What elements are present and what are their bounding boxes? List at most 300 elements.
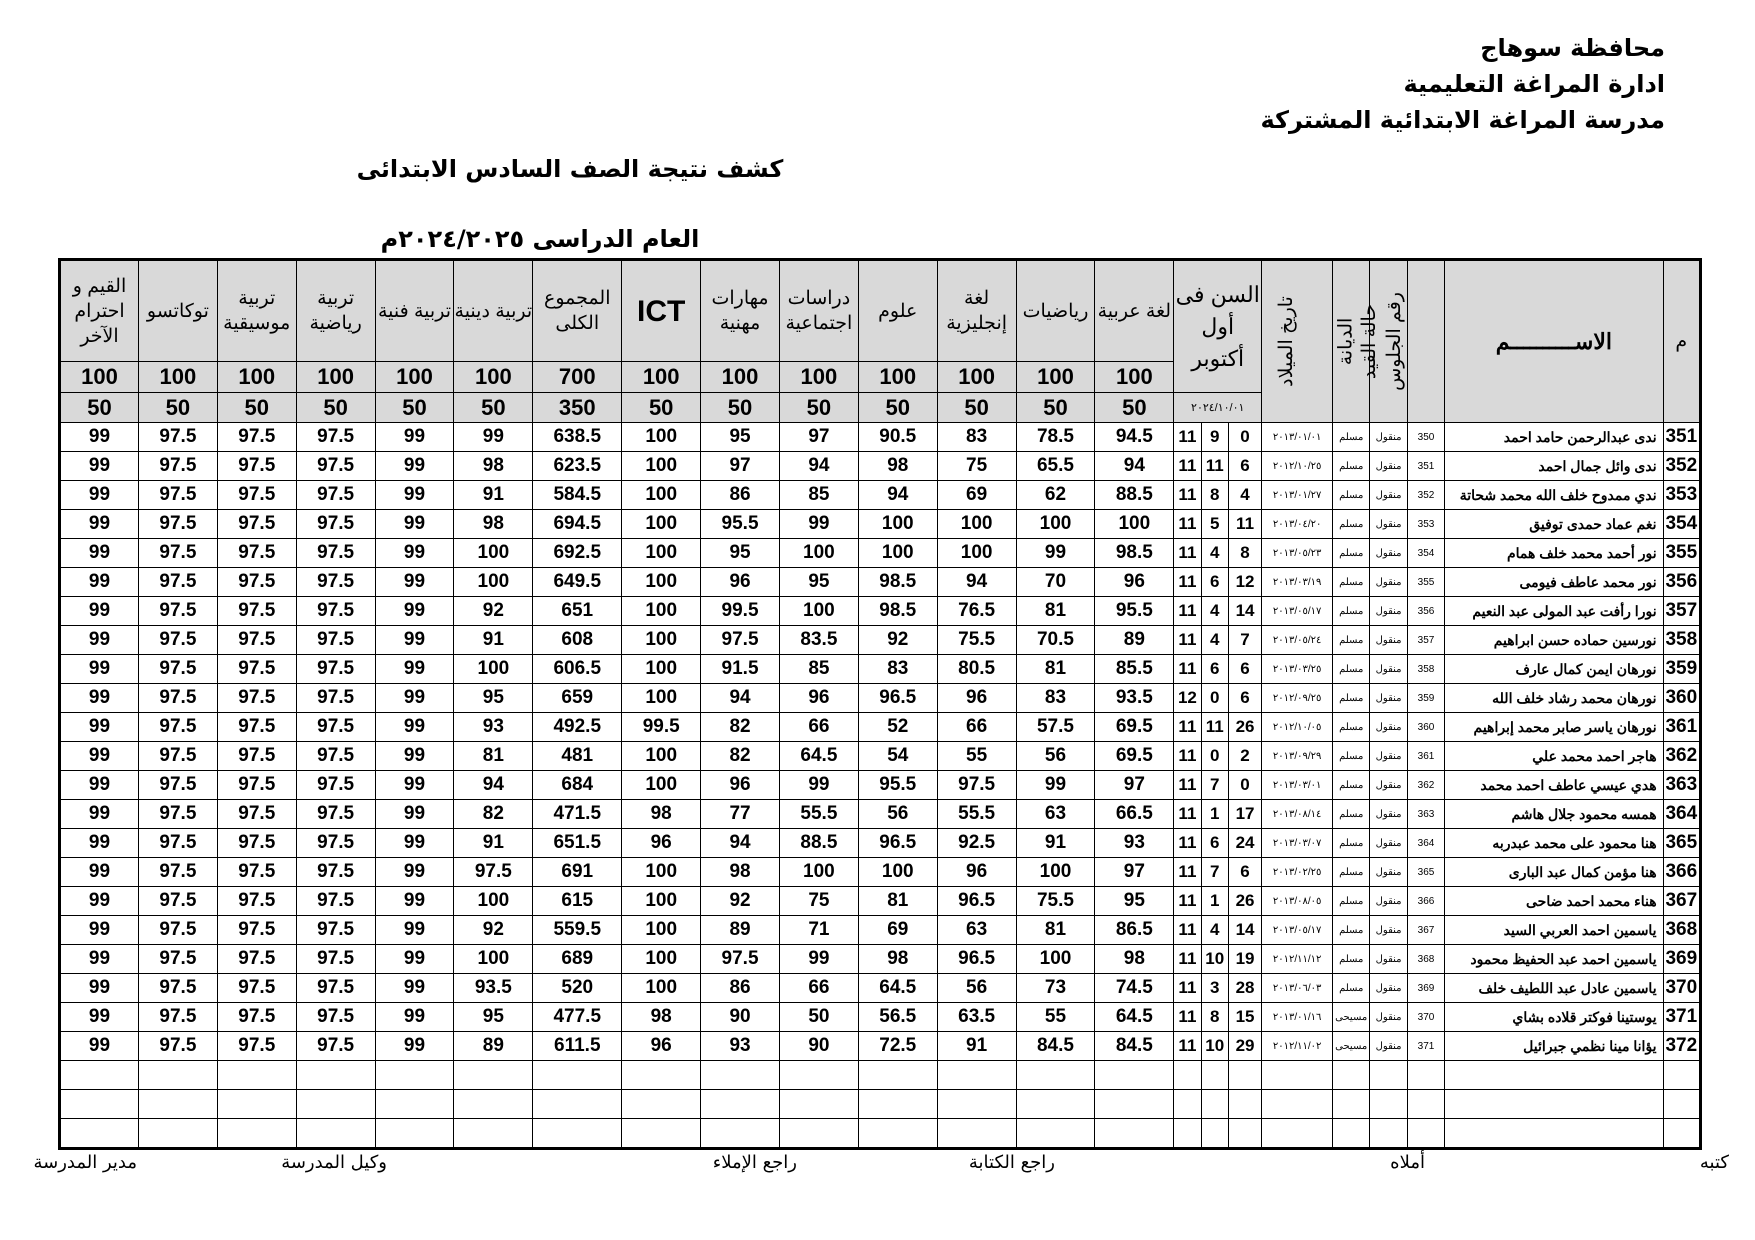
grade-cell: 94	[701, 684, 780, 713]
empty-cell	[296, 1090, 375, 1119]
table-row	[60, 655, 1701, 684]
grade-cell: 99	[60, 597, 139, 626]
age-years: 11	[1174, 539, 1201, 568]
empty-cell	[217, 1061, 296, 1090]
grade-cell: 81	[1016, 655, 1095, 684]
empty-cell	[1016, 1119, 1095, 1149]
birth-date: ٢٠١٣/٠٨/٠٥	[1262, 887, 1333, 916]
grade-cell: 99	[60, 626, 139, 655]
grade-cell: 99.5	[701, 597, 780, 626]
grade-cell: 97.5	[296, 568, 375, 597]
grade-cell: 97.5	[296, 597, 375, 626]
student-name: نورهان محمد رشاد خلف الله	[1445, 684, 1663, 713]
age-days: 28	[1228, 974, 1261, 1003]
seat-number: 368	[1407, 945, 1444, 974]
student-name: يؤانا مينا نظمي جبرائيل	[1445, 1032, 1663, 1061]
max-mark: 100	[1095, 362, 1174, 393]
min-mark: 50	[1016, 393, 1095, 423]
student-name: ياسمين عادل عبد اللطيف خلف	[1445, 974, 1663, 1003]
grade-cell: 97.5	[138, 858, 217, 887]
grade-cell: 97	[701, 452, 780, 481]
grade-cell: 100	[622, 974, 701, 1003]
grade-cell: 91.5	[701, 655, 780, 684]
grade-cell: 97.5	[217, 742, 296, 771]
empty-cell	[1332, 1119, 1369, 1149]
seat-number: 363	[1407, 800, 1444, 829]
max-mark: 100	[375, 362, 454, 393]
age-days: 14	[1228, 597, 1261, 626]
grade-cell: 56	[858, 800, 937, 829]
empty-cell	[138, 1090, 217, 1119]
age-days: 11	[1228, 510, 1261, 539]
grade-cell: 90	[779, 1032, 858, 1061]
age-months: 6	[1201, 655, 1228, 684]
grade-cell: 99	[60, 916, 139, 945]
grade-cell: 98.5	[858, 597, 937, 626]
grade-cell: 63	[1016, 800, 1095, 829]
grade-cell: 100	[1095, 510, 1174, 539]
grade-cell: 97.5	[138, 742, 217, 771]
age-months: 8	[1201, 1003, 1228, 1032]
grade-cell: 90.5	[858, 423, 937, 452]
student-name: نور محمد عاطف فيومى	[1445, 568, 1663, 597]
grade-cell: 97.5	[138, 626, 217, 655]
grade-cell: 97.5	[217, 423, 296, 452]
grade-cell: 100	[858, 539, 937, 568]
grade-cell: 100	[454, 655, 533, 684]
grade-cell: 97.5	[217, 916, 296, 945]
enrollment-status: منقول	[1370, 684, 1407, 713]
age-days: 19	[1228, 945, 1261, 974]
empty-cell	[1445, 1119, 1663, 1149]
grade-cell: 85.5	[1095, 655, 1174, 684]
min-mark: 50	[454, 393, 533, 423]
age-days: 26	[1228, 713, 1261, 742]
empty-cell	[622, 1119, 701, 1149]
grade-cell: 97.5	[296, 423, 375, 452]
grade-cell: 97.5	[217, 655, 296, 684]
student-name: نور أحمد محمد خلف همام	[1445, 539, 1663, 568]
grade-cell: 99	[60, 423, 139, 452]
enrollment-status: منقول	[1370, 974, 1407, 1003]
enrollment-status: منقول	[1370, 887, 1407, 916]
grade-cell: 99	[375, 945, 454, 974]
empty-cell	[533, 1090, 622, 1119]
age-days: 29	[1228, 1032, 1261, 1061]
grade-cell: 96	[779, 684, 858, 713]
table-row	[60, 626, 1701, 655]
grade-cell: 97.5	[296, 916, 375, 945]
student-name: هنا مؤمن كمال عبد البارى	[1445, 858, 1663, 887]
grade-cell: 99	[60, 858, 139, 887]
grade-cell: 66	[779, 713, 858, 742]
grade-cell: 97.5	[296, 771, 375, 800]
grade-cell: 80.5	[937, 655, 1016, 684]
grade-cell: 99	[375, 452, 454, 481]
empty-cell	[1095, 1061, 1174, 1090]
table-row	[60, 771, 1701, 800]
seat-number: 362	[1407, 771, 1444, 800]
age-months: 11	[1201, 713, 1228, 742]
religion: مسلم	[1332, 510, 1369, 539]
grade-cell: 98	[1095, 945, 1174, 974]
empty-cell	[60, 1061, 139, 1090]
col-skills: مهارات مهنية	[701, 260, 780, 362]
grade-cell: 97.5	[296, 452, 375, 481]
seat-number: 371	[1407, 1032, 1444, 1061]
grade-cell: 100	[622, 742, 701, 771]
results-table	[58, 258, 1702, 1150]
enrollment-status: منقول	[1370, 568, 1407, 597]
max-mark: 100	[858, 362, 937, 393]
max-mark: 100	[779, 362, 858, 393]
min-mark: 50	[937, 393, 1016, 423]
footer-deputy: وكيل المدرسة	[281, 1152, 387, 1173]
seat-number: 359	[1407, 684, 1444, 713]
table-row	[60, 597, 1701, 626]
age-years: 11	[1174, 423, 1201, 452]
empty-cell	[701, 1090, 780, 1119]
enrollment-status: منقول	[1370, 539, 1407, 568]
grade-cell: 92	[858, 626, 937, 655]
grade-cell: 93	[701, 1032, 780, 1061]
grade-cell: 83	[1016, 684, 1095, 713]
religion: مسلم	[1332, 887, 1369, 916]
enrollment-status: منقول	[1370, 481, 1407, 510]
empty-cell	[858, 1061, 937, 1090]
grade-cell: 93.5	[1095, 684, 1174, 713]
grade-cell: 99	[375, 974, 454, 1003]
school-header	[1260, 30, 1665, 138]
empty-cell	[1228, 1090, 1261, 1119]
grade-cell: 96	[701, 771, 780, 800]
enrollment-status: منقول	[1370, 858, 1407, 887]
min-mark: 50	[779, 393, 858, 423]
table-row	[60, 742, 1701, 771]
grade-cell: 97.5	[296, 742, 375, 771]
enrollment-status: منقول	[1370, 423, 1407, 452]
col-science: علوم	[858, 260, 937, 362]
grade-cell: 97.5	[138, 1003, 217, 1032]
row-number: 358	[1663, 626, 1700, 655]
birth-date: ٢٠١٣/٠٣/١٩	[1262, 568, 1333, 597]
row-number: 371	[1663, 1003, 1700, 1032]
grade-cell: 559.5	[533, 916, 622, 945]
row-number: 369	[1663, 945, 1700, 974]
grade-cell: 99	[60, 713, 139, 742]
row-number: 364	[1663, 800, 1700, 829]
grade-cell: 100	[454, 539, 533, 568]
table-row	[60, 887, 1701, 916]
grade-cell: 691	[533, 858, 622, 887]
grade-cell: 99	[375, 916, 454, 945]
empty-cell	[1663, 1061, 1700, 1090]
birth-date: ٢٠١٣/٠٥/١٧	[1262, 597, 1333, 626]
age-months: 7	[1201, 771, 1228, 800]
enrollment-status: منقول	[1370, 829, 1407, 858]
grade-cell: 95	[1095, 887, 1174, 916]
row-number: 356	[1663, 568, 1700, 597]
grade-cell: 97.5	[138, 568, 217, 597]
empty-cell	[1445, 1061, 1663, 1090]
grade-cell: 100	[622, 481, 701, 510]
birth-date: ٢٠١٢/٠٩/٢٥	[1262, 684, 1333, 713]
grade-cell: 584.5	[533, 481, 622, 510]
enrollment-status: منقول	[1370, 626, 1407, 655]
age-years: 11	[1174, 974, 1201, 1003]
grade-cell: 694.5	[533, 510, 622, 539]
religion: مسلم	[1332, 771, 1369, 800]
student-rows	[60, 423, 1701, 1149]
empty-cell	[375, 1090, 454, 1119]
empty-cell	[937, 1090, 1016, 1119]
grade-cell: 83	[858, 655, 937, 684]
birth-date: ٢٠١٢/١١/٠٢	[1262, 1032, 1333, 1061]
empty-cell	[701, 1119, 780, 1149]
grade-cell: 638.5	[533, 423, 622, 452]
birth-date: ٢٠١٣/٠٥/٢٤	[1262, 626, 1333, 655]
grade-cell: 99	[779, 945, 858, 974]
table-row	[60, 800, 1701, 829]
grade-cell: 64.5	[779, 742, 858, 771]
age-years: 12	[1174, 684, 1201, 713]
max-mark: 700	[533, 362, 622, 393]
grade-cell: 100	[1016, 858, 1095, 887]
age-years: 11	[1174, 655, 1201, 684]
col-name: الاســــــــــم	[1445, 260, 1663, 423]
empty-cell	[858, 1119, 937, 1149]
birth-date: ٢٠١٣/٠١/٢٧	[1262, 481, 1333, 510]
seat-number: 357	[1407, 626, 1444, 655]
grade-cell: 94	[858, 481, 937, 510]
age-years: 11	[1174, 887, 1201, 916]
grade-cell: 97.5	[138, 800, 217, 829]
grade-cell: 91	[937, 1032, 1016, 1061]
religion: مسلم	[1332, 713, 1369, 742]
grade-cell: 97.5	[217, 510, 296, 539]
grade-cell: 615	[533, 887, 622, 916]
grade-cell: 97.5	[138, 510, 217, 539]
max-mark: 100	[701, 362, 780, 393]
age-months: 11	[1201, 452, 1228, 481]
grade-cell: 97.5	[217, 1032, 296, 1061]
age-years: 11	[1174, 597, 1201, 626]
empty-cell	[1201, 1119, 1228, 1149]
grade-cell: 96	[937, 684, 1016, 713]
empty-cell	[622, 1090, 701, 1119]
grade-cell: 88.5	[1095, 481, 1174, 510]
grade-cell: 56	[937, 974, 1016, 1003]
grade-cell: 99	[60, 510, 139, 539]
grade-cell: 97.5	[454, 858, 533, 887]
grade-cell: 82	[701, 713, 780, 742]
grade-cell: 95	[701, 539, 780, 568]
col-age: السن فى أول أكتوبر	[1174, 260, 1262, 393]
grade-cell: 99	[375, 568, 454, 597]
grade-cell: 100	[622, 945, 701, 974]
grade-cell: 75	[779, 887, 858, 916]
grade-cell: 97.5	[296, 829, 375, 858]
grade-cell: 97.5	[217, 452, 296, 481]
grade-cell: 99	[375, 626, 454, 655]
religion: مسلم	[1332, 916, 1369, 945]
grade-cell: 97.5	[217, 626, 296, 655]
row-number: 359	[1663, 655, 1700, 684]
row-number: 360	[1663, 684, 1700, 713]
grade-cell: 66	[937, 713, 1016, 742]
row-number: 355	[1663, 539, 1700, 568]
grade-cell: 97.5	[296, 1032, 375, 1061]
empty-cell	[858, 1090, 937, 1119]
grade-cell: 99	[60, 742, 139, 771]
empty-row	[60, 1061, 1701, 1090]
grade-cell: 99	[60, 1003, 139, 1032]
student-name: هاجر احمد محمد علي	[1445, 742, 1663, 771]
grade-cell: 477.5	[533, 1003, 622, 1032]
sheet-title: كشف نتيجة الصف السادس الابتدائى	[356, 155, 784, 183]
age-days: 17	[1228, 800, 1261, 829]
grade-cell: 97.5	[296, 800, 375, 829]
grade-cell: 97.5	[138, 539, 217, 568]
birth-date: ٢٠١٣/٠٢/٢٥	[1262, 858, 1333, 887]
grade-cell: 97.5	[217, 1003, 296, 1032]
age-months: 5	[1201, 510, 1228, 539]
grade-cell: 97.5	[138, 684, 217, 713]
grade-cell: 86	[701, 974, 780, 1003]
empty-row	[60, 1119, 1701, 1149]
grade-cell: 85	[779, 481, 858, 510]
grade-cell: 56	[1016, 742, 1095, 771]
table-row	[60, 945, 1701, 974]
grade-cell: 95.5	[701, 510, 780, 539]
grade-cell: 99	[779, 771, 858, 800]
table-row	[60, 858, 1701, 887]
empty-cell	[1174, 1061, 1201, 1090]
grade-cell: 97.5	[296, 481, 375, 510]
grade-cell: 100	[622, 626, 701, 655]
seat-number: 360	[1407, 713, 1444, 742]
student-name: ندى وائل جمال احمد	[1445, 452, 1663, 481]
age-months: 6	[1201, 568, 1228, 597]
religion: مسلم	[1332, 684, 1369, 713]
grade-cell: 94	[454, 771, 533, 800]
grade-cell: 75.5	[937, 626, 1016, 655]
grade-cell: 64.5	[1095, 1003, 1174, 1032]
enrollment-status: منقول	[1370, 1032, 1407, 1061]
grade-cell: 97.5	[217, 713, 296, 742]
empty-cell	[1228, 1061, 1261, 1090]
grade-cell: 99	[375, 1003, 454, 1032]
grade-cell: 99	[375, 713, 454, 742]
col-m: م	[1663, 260, 1700, 423]
empty-cell	[937, 1061, 1016, 1090]
grade-cell: 99	[375, 481, 454, 510]
student-name: نورهان ياسر صابر محمد إبراهيم	[1445, 713, 1663, 742]
grade-cell: 471.5	[533, 800, 622, 829]
grade-cell: 78.5	[1016, 423, 1095, 452]
grade-cell: 100	[622, 771, 701, 800]
grade-cell: 64.5	[858, 974, 937, 1003]
empty-cell	[1332, 1061, 1369, 1090]
grade-cell: 62	[1016, 481, 1095, 510]
grade-cell: 99	[375, 655, 454, 684]
grade-cell: 97.5	[138, 945, 217, 974]
grade-cell: 99	[60, 974, 139, 1003]
table-row	[60, 568, 1701, 597]
empty-cell	[1174, 1119, 1201, 1149]
empty-cell	[937, 1119, 1016, 1149]
seat-number: 366	[1407, 887, 1444, 916]
row-number: 372	[1663, 1032, 1700, 1061]
age-years: 11	[1174, 742, 1201, 771]
empty-cell	[375, 1061, 454, 1090]
grade-cell: 91	[454, 626, 533, 655]
grade-cell: 99	[375, 684, 454, 713]
col-total: المجموع الكلى	[533, 260, 622, 362]
seat-number: 355	[1407, 568, 1444, 597]
grade-cell: 98.5	[1095, 539, 1174, 568]
grade-cell: 100	[622, 568, 701, 597]
grade-cell: 75.5	[1016, 887, 1095, 916]
religion: مسلم	[1332, 945, 1369, 974]
grade-cell: 72.5	[858, 1032, 937, 1061]
grade-cell: 99	[375, 1032, 454, 1061]
table-row	[60, 452, 1701, 481]
grade-cell: 649.5	[533, 568, 622, 597]
grade-cell: 97.5	[296, 1003, 375, 1032]
religion: مسلم	[1332, 597, 1369, 626]
grade-cell: 63	[937, 916, 1016, 945]
col-values: القيم و احترام الآخر	[60, 260, 139, 362]
grade-cell: 97	[779, 423, 858, 452]
grade-cell: 85	[779, 655, 858, 684]
grade-cell: 70	[1016, 568, 1095, 597]
grade-cell: 97.5	[701, 626, 780, 655]
max-mark: 100	[622, 362, 701, 393]
grade-cell: 100	[937, 539, 1016, 568]
birth-date: ٢٠١٣/٠٣/٠١	[1262, 771, 1333, 800]
age-months: 10	[1201, 1032, 1228, 1061]
empty-cell	[1228, 1119, 1261, 1149]
grade-cell: 100	[622, 423, 701, 452]
grade-cell: 100	[858, 510, 937, 539]
age-years: 11	[1174, 713, 1201, 742]
grade-cell: 100	[622, 916, 701, 945]
seat-number: 365	[1407, 858, 1444, 887]
grade-cell: 95.5	[1095, 597, 1174, 626]
grade-cell: 83.5	[779, 626, 858, 655]
enrollment-status: منقول	[1370, 945, 1407, 974]
grade-cell: 56.5	[858, 1003, 937, 1032]
grade-cell: 659	[533, 684, 622, 713]
grade-cell: 75	[937, 452, 1016, 481]
empty-cell	[1016, 1090, 1095, 1119]
empty-cell	[1663, 1090, 1700, 1119]
grade-cell: 84.5	[1016, 1032, 1095, 1061]
student-name: ندي ممدوح خلف الله محمد شحاتة	[1445, 481, 1663, 510]
empty-row	[60, 1090, 1701, 1119]
academic-year: العام الدراسى ٢٠٢٤/٢٠٢٥م	[380, 225, 700, 253]
grade-cell: 77	[701, 800, 780, 829]
min-mark: 50	[858, 393, 937, 423]
governorate: محافظة سوهاج	[1480, 34, 1665, 62]
empty-cell	[1370, 1119, 1407, 1149]
birth-date: ٢٠١٣/٠٦/٠٣	[1262, 974, 1333, 1003]
grade-cell: 97.5	[138, 481, 217, 510]
empty-cell	[1262, 1090, 1333, 1119]
grade-cell: 651.5	[533, 829, 622, 858]
grade-cell: 97.5	[138, 713, 217, 742]
